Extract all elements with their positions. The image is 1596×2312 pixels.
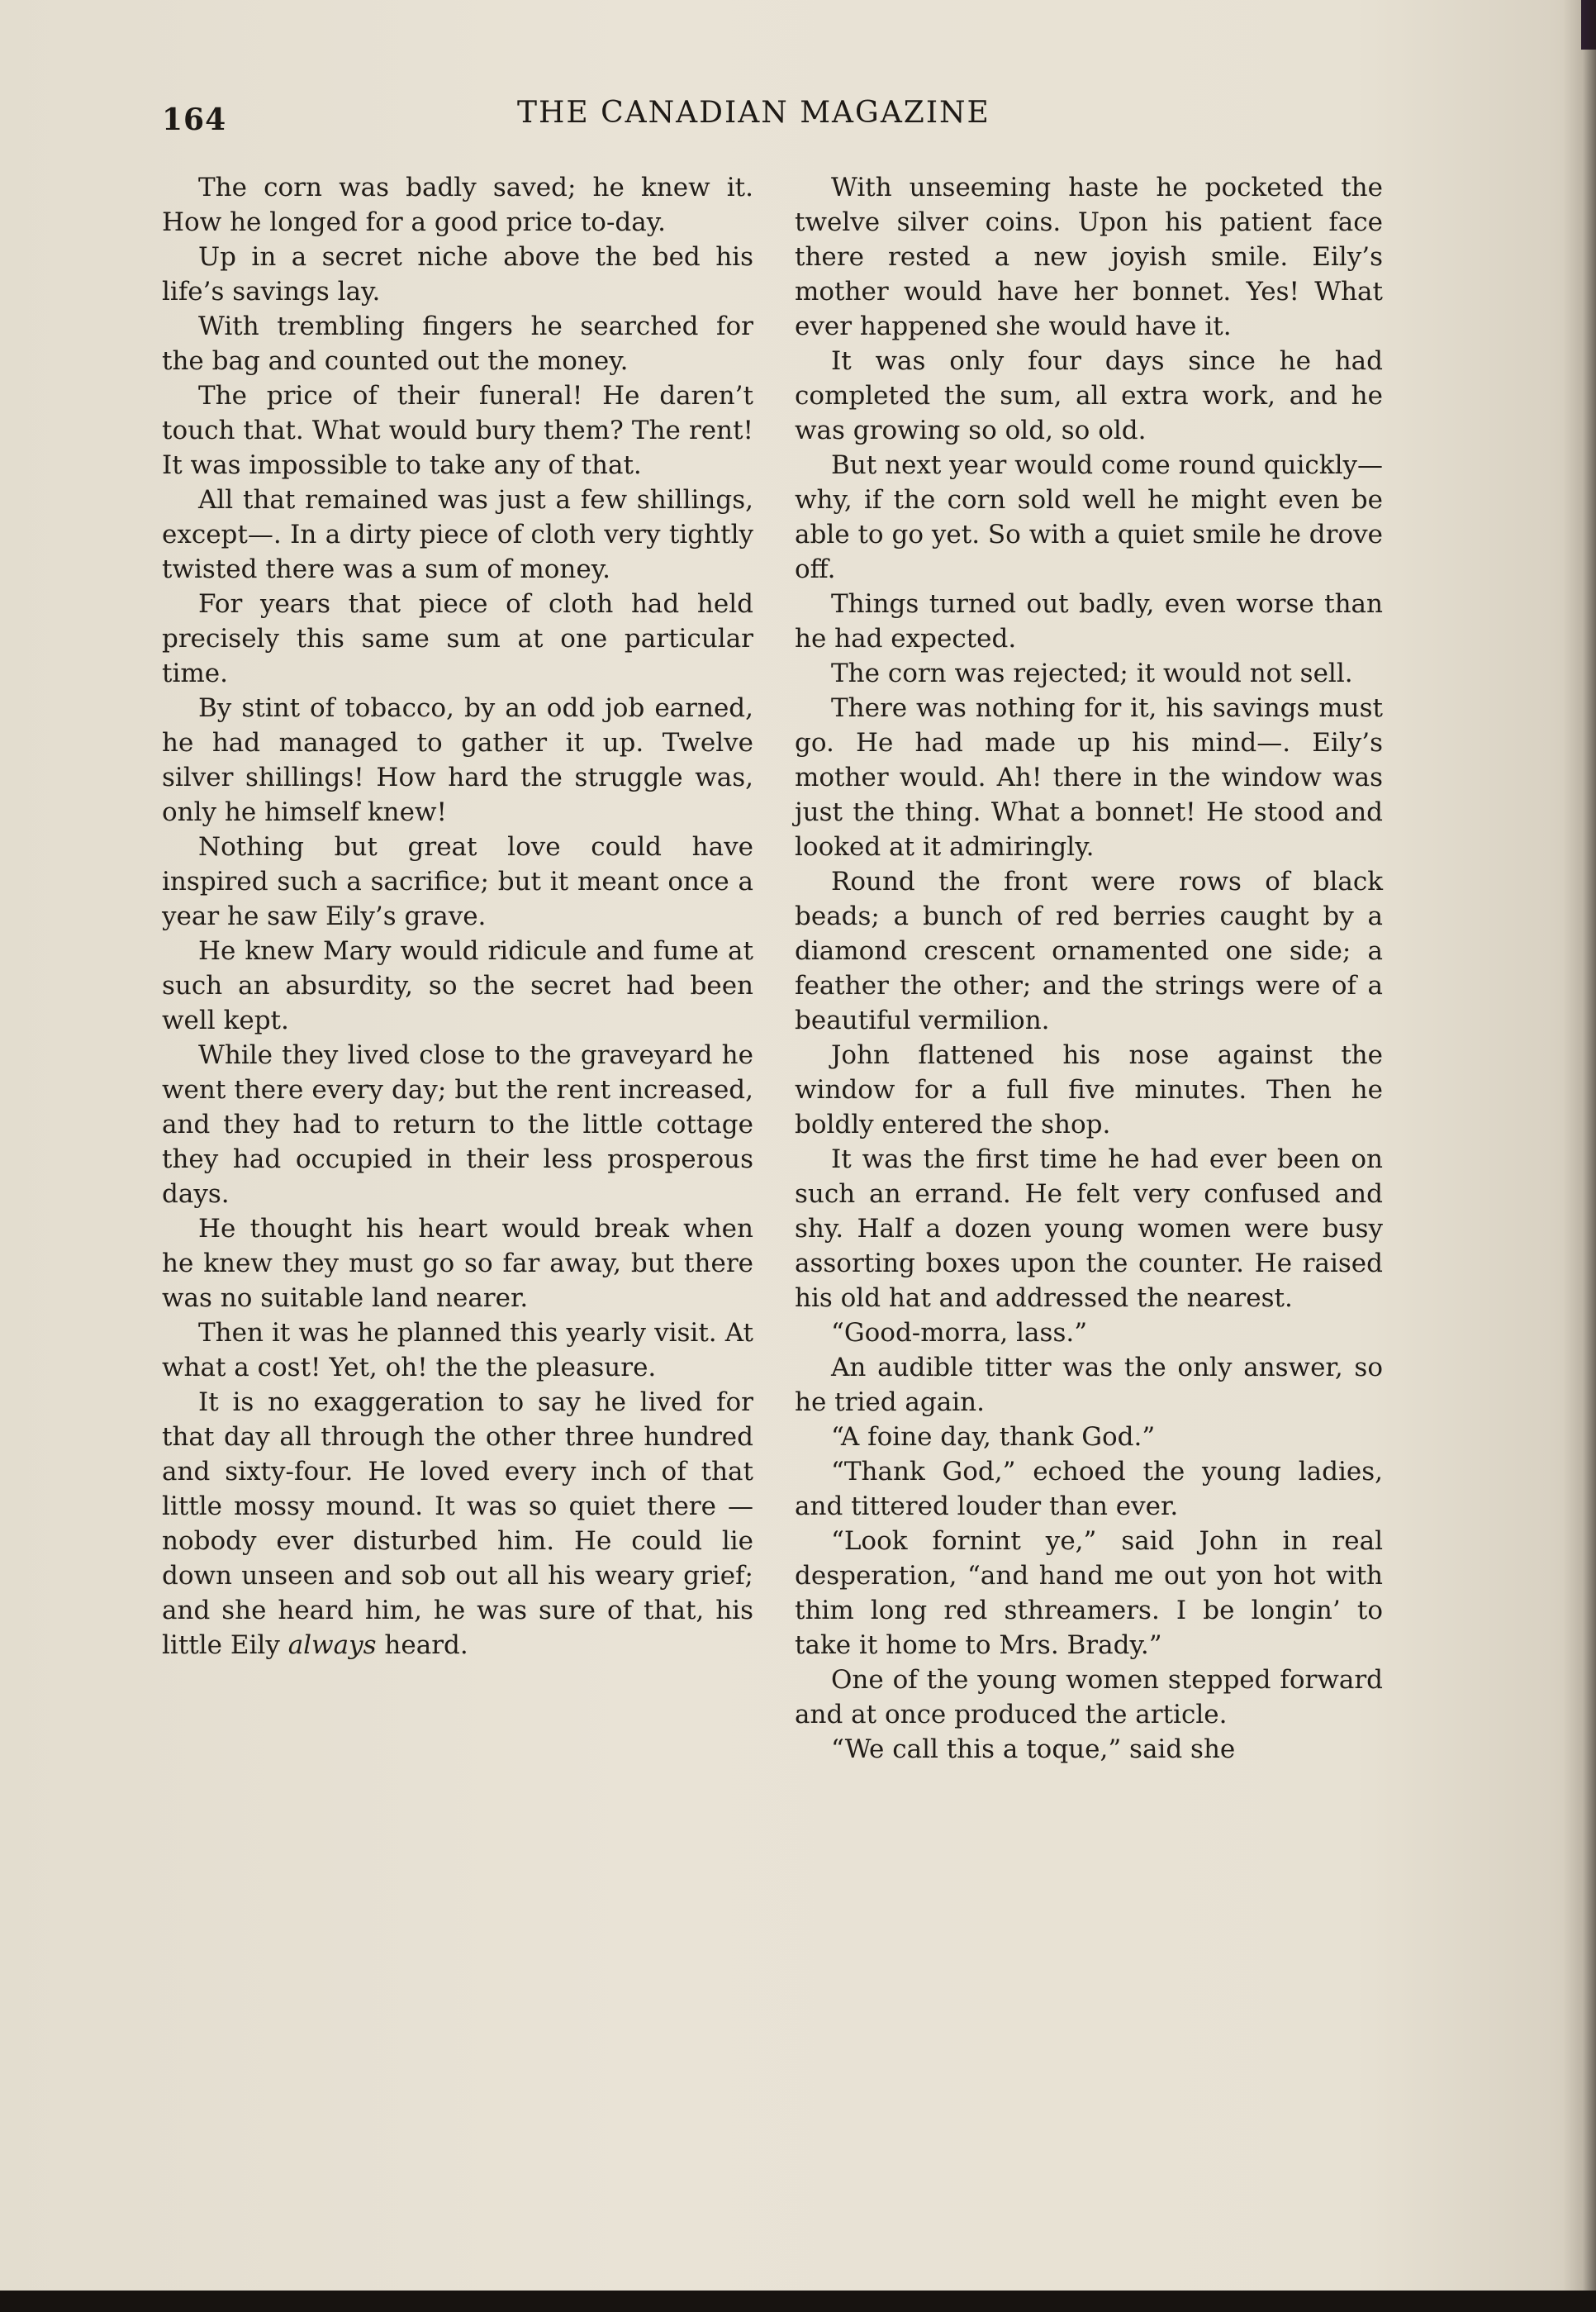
left-column [162, 170, 753, 1663]
paragraph: It was the first time he had ever been on such an errand. He felt very confused and shy. Half a dozen young women were busy assorting boxes upon the counter. He raised his old hat and addressed the nearest. [795, 1144, 1383, 1313]
paragraph: Things turned out badly, even worse than he had expected. [795, 589, 1383, 654]
paragraph: “A foine day, thank God.” [831, 1422, 1156, 1452]
paragraph: All that remained was just a few shillings, except—. In a dirty piece of cloth very tightly twisted there was a sum of money. [162, 485, 753, 584]
running-title: THE CANADIAN MAGAZINE [517, 96, 990, 130]
paragraph: For years that piece of cloth had held precisely this same sum at one particular time. [162, 589, 753, 688]
paragraph: With unseeming haste he pocketed the twelve silver coins. Upon his patient face there rested a new joyish smile. Eily’s mother would have her bonnet. Yes! What ever happened she would have it. [795, 173, 1383, 341]
page-header [162, 93, 1393, 142]
paragraph-tail: heard. [376, 1630, 468, 1660]
paragraph: But next year would come round quickly—why, if the corn sold well he might even be able to go yet. So with a quiet smile he drove off. [795, 450, 1383, 584]
page-bottom-edge [0, 2291, 1596, 2312]
paragraph: One of the young women stepped forward and at once produced the article. [795, 1665, 1383, 1729]
paragraph: “Look fornint ye,” said John in real desperation, “and hand me out yon hot with thim long red sthreamers. I be longin’ to take it home to Mrs. Brady.” [795, 1526, 1383, 1660]
paragraph-last [162, 1385, 753, 1663]
paragraph: The corn was rejected; it would not sell. [831, 659, 1353, 688]
paragraph: He thought his heart would break when he knew they must go so far away, but there was no suitable land nearer. [162, 1214, 753, 1313]
paragraph: Round the front were rows of black beads; a bunch of red berries caught by a diamond crescent ornamented one side; a feather the other; and the strings were of a beautiful vermilion. [795, 867, 1383, 1035]
paragraph: An audible titter was the only answer, so he tried again. [795, 1353, 1383, 1417]
paragraph: There was nothing for it, his savings must go. He had made up his mind—. Eily’s mother would. Ah! there in the window was just the thing. What a bonnet! He stood and looked at it admiringly. [795, 693, 1383, 862]
paragraph: John flattened his nose against the window for a full five minutes. Then he boldly entered the shop. [795, 1040, 1383, 1139]
paragraph: While they lived close to the graveyard he went there every day; but the rent increased, and they had to return to the little cottage they had occupied in their less prosperous days. [162, 1040, 753, 1209]
paragraph: The price of their funeral! He daren’t touch that. What would bury them? The rent! It was impossible to take any of that. [162, 381, 753, 480]
paragraph: “Thank God,” echoed the young ladies, and tittered louder than ever. [795, 1457, 1383, 1521]
paragraph: Nothing but great love could have inspired such a sacrifice; but it meant once a year he saw Eily’s grave. [162, 832, 753, 931]
paragraph: He knew Mary would ridicule and fume at such an absurdity, so the secret had been well kept. [162, 936, 753, 1035]
paragraph: With trembling fingers he searched for the bag and counted out the money. [162, 312, 753, 376]
paragraph: It was only four days since he had completed the sum, all extra work, and he was growing so old, so old. [795, 346, 1383, 445]
right-column [795, 170, 1383, 1767]
page-edge-shadow [1563, 0, 1596, 2312]
paragraph: Then it was he planned this yearly visit. At what a cost! Yet, oh! the the pleasure. [162, 1318, 753, 1382]
italic-word: always [287, 1630, 377, 1660]
paragraph-text: It is no exaggeration to say he lived for that day all through the other three hundred and sixty-four. He loved every inch of that little mossy mound. It was so quiet there —nobody ever disturbed him. He could lie down unseen and sob out all his weary grief; and she heard him, he was sure of that, his little Eily [162, 1387, 753, 1660]
page-number: 164 [162, 102, 227, 137]
paragraph: “We call this a toque,” said she [831, 1734, 1236, 1764]
paragraph: Up in a secret niche above the bed his life’s savings lay. [162, 242, 753, 307]
paragraph: “Good-morra, lass.” [831, 1318, 1088, 1348]
paragraph: The corn was badly saved; he knew it. How he longed for a good price to-day. [162, 173, 753, 237]
paragraph: By stint of tobacco, by an odd job earned, he had managed to gather it up. Twelve silver shillings! How hard the struggle was, only he himself knew! [162, 693, 753, 827]
